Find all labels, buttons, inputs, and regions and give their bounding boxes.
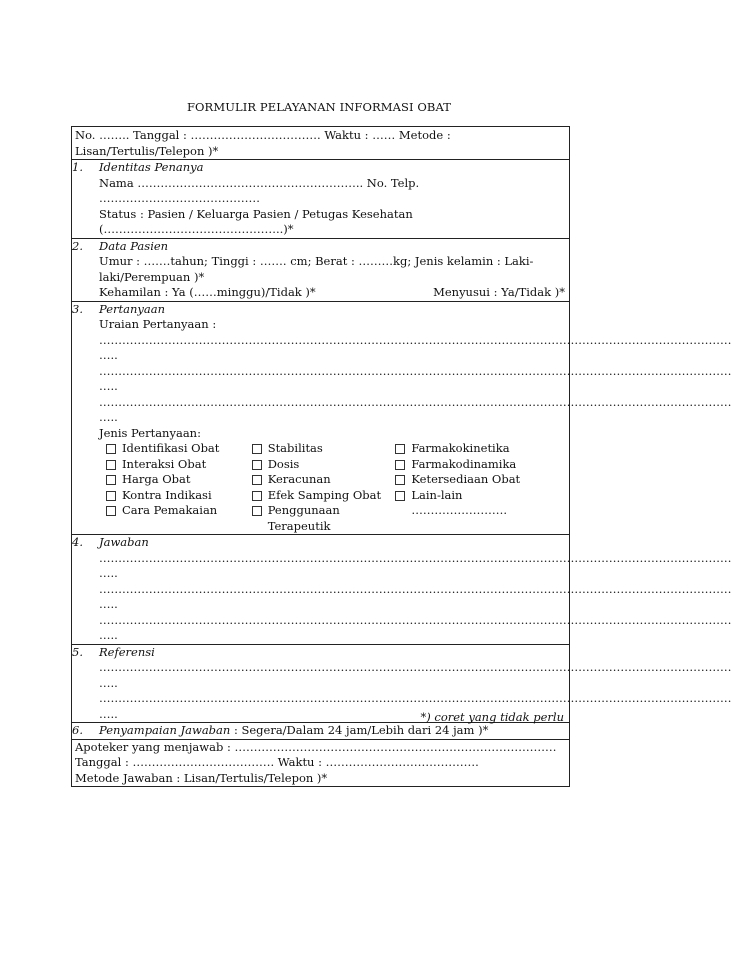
checkbox-label: Cara Pemakaian xyxy=(122,503,218,517)
section-heading: Data Pasien xyxy=(99,238,169,253)
checkbox-keracunan[interactable] xyxy=(252,475,262,485)
section-jawaban xyxy=(72,535,732,645)
uraian-label: Uraian Pertanyaan : xyxy=(99,317,217,331)
section-pertanyaan xyxy=(72,301,732,536)
checkbox-efek-samping-obat[interactable] xyxy=(252,491,262,501)
lain-lain-field: ……………………. xyxy=(411,503,508,517)
checkbox-label: Efek Samping Obat xyxy=(267,487,382,502)
checkbox-penggunaan-terapeutik[interactable] xyxy=(252,506,262,516)
metode-jawaban-field: Metode Jawaban : Lisan/Tertulis/Telepon )* xyxy=(75,770,328,785)
checkbox-label-continued: Terapeutik xyxy=(267,518,331,533)
referensi-dotend: ….. xyxy=(99,675,118,690)
checkbox-label: Farmakodinamika xyxy=(411,456,517,471)
section-number: 1. xyxy=(72,160,83,174)
section-number: 2. xyxy=(72,238,83,253)
pasien-line-2: laki/Perempuan )* xyxy=(99,269,205,284)
jawaban-dotline: ………………………………………………………………………………………………………………………………………………… xyxy=(99,550,732,565)
nama-line: Nama ………………………………………………….. No. Telp. xyxy=(99,175,420,190)
header-line-1: No. …….. Tanggal : ……………………………. Waktu : …… Metode : xyxy=(75,128,451,142)
uraian-dotend: ….. xyxy=(99,348,118,362)
form-footer-section xyxy=(72,740,569,787)
footnote: *) coret yang tidak perlu xyxy=(420,710,564,724)
referensi-dotline: ………………………………………………………………………………………………………………………………………………… xyxy=(99,660,732,674)
apoteker-field: Apoteker yang menjawab : ………………………………………………………………………… xyxy=(75,739,557,754)
status-other-line: (………………………………………..)* xyxy=(99,222,294,236)
uraian-dotline: ………………………………………………………………………………………………………………………………………………… xyxy=(99,332,732,347)
checkbox-stabilitas[interactable] xyxy=(252,444,262,454)
jawaban-dotend: ….. xyxy=(99,628,118,642)
section-data-pasien xyxy=(72,239,569,302)
question-type-checklist xyxy=(75,441,565,534)
section-number: 6. xyxy=(72,723,83,737)
section-penyampaian xyxy=(72,723,569,740)
jenis-label: Jenis Pertanyaan: xyxy=(99,425,201,440)
checkbox-ketersediaan-obat[interactable] xyxy=(395,475,405,485)
checkbox-label: Lain-lain xyxy=(411,487,463,502)
section-heading: Referensi xyxy=(99,644,155,659)
uraian-dotline: ………………………………………………………………………………………………………………………………………………… xyxy=(99,394,732,409)
uraian-dotline: ………………………………………………………………………………………………………………………………………………… xyxy=(99,363,732,378)
section-number: 4. xyxy=(72,535,83,549)
referensi-dotline: ………………………………………………………………………………………………………………………………………………… xyxy=(99,691,732,705)
menyusui-field: Menyusui : Ya/Tidak )* xyxy=(433,285,565,299)
checkbox-lain-lain[interactable] xyxy=(395,491,405,501)
information-form xyxy=(71,126,732,787)
checkbox-kontra-indikasi[interactable] xyxy=(106,491,116,501)
checkbox-label: Stabilitas xyxy=(267,441,323,455)
checkbox-label: Keracunan xyxy=(267,472,331,486)
tanggal-waktu-field: Tanggal : ………………………………. Waktu : …………………………………. xyxy=(75,755,479,769)
status-line: Status : Pasien / Keluarga Pasien / Petugas Kesehatan xyxy=(99,206,413,221)
checkbox-label: Dosis xyxy=(267,456,300,471)
form-header-section xyxy=(72,127,569,160)
checkbox-label: Penggunaan xyxy=(267,503,340,517)
jawaban-dotline: ………………………………………………………………………………………………………………………………………………… xyxy=(99,612,732,627)
uraian-dotend: ….. xyxy=(99,410,118,424)
checkbox-dosis[interactable] xyxy=(252,460,262,470)
jawaban-dotend: ….. xyxy=(99,597,118,611)
section-number: 3. xyxy=(72,301,83,316)
checkbox-label: Farmakokinetika xyxy=(411,441,510,455)
penyampaian-options: : Segera/Dalam 24 jam/Lebih dari 24 jam )* xyxy=(230,723,489,737)
checkbox-harga-obat[interactable] xyxy=(106,475,116,485)
jawaban-dotline: ………………………………………………………………………………………………………………………………………………… xyxy=(99,581,732,596)
header-line-2: Lisan/Tertulis/Telepon )* xyxy=(75,143,219,158)
checkbox-label: Kontra Indikasi xyxy=(122,487,212,502)
section-heading: Pertanyaan xyxy=(99,301,166,316)
checkbox-interaksi-obat[interactable] xyxy=(106,460,116,470)
checkbox-farmakodinamika[interactable] xyxy=(395,460,405,470)
referensi-dotend: ….. xyxy=(99,706,118,721)
checkbox-cara-pemakaian[interactable] xyxy=(106,506,116,516)
checkbox-identifikasi-obat[interactable] xyxy=(106,444,116,454)
checkbox-label: Interaksi Obat xyxy=(122,456,207,471)
telp-line: …………………………………… xyxy=(99,191,260,205)
section-heading: Identitas Penanya xyxy=(99,160,204,174)
section-heading: Penyampaian Jawaban xyxy=(99,723,231,737)
checkbox-label: Identifikasi Obat xyxy=(122,441,220,455)
uraian-dotend: ….. xyxy=(99,379,118,393)
section-heading: Jawaban xyxy=(99,535,149,549)
pasien-line-1: Umur : …….tahun; Tinggi : ……. cm; Berat : ………kg; Jenis kelamin : Laki- xyxy=(99,254,534,268)
kehamilan-field: Kehamilan : Ya (……minggu)/Tidak )* xyxy=(99,285,316,299)
checkbox-label: Harga Obat xyxy=(122,472,191,486)
form-title: FORMULIR PELAYANAN INFORMASI OBAT xyxy=(186,100,452,114)
checkbox-label: Ketersediaan Obat xyxy=(411,472,521,486)
section-number: 5. xyxy=(72,644,83,659)
checkbox-farmakokinetika[interactable] xyxy=(395,444,405,454)
section-identitas xyxy=(72,160,569,239)
jawaban-dotend: ….. xyxy=(99,566,118,580)
